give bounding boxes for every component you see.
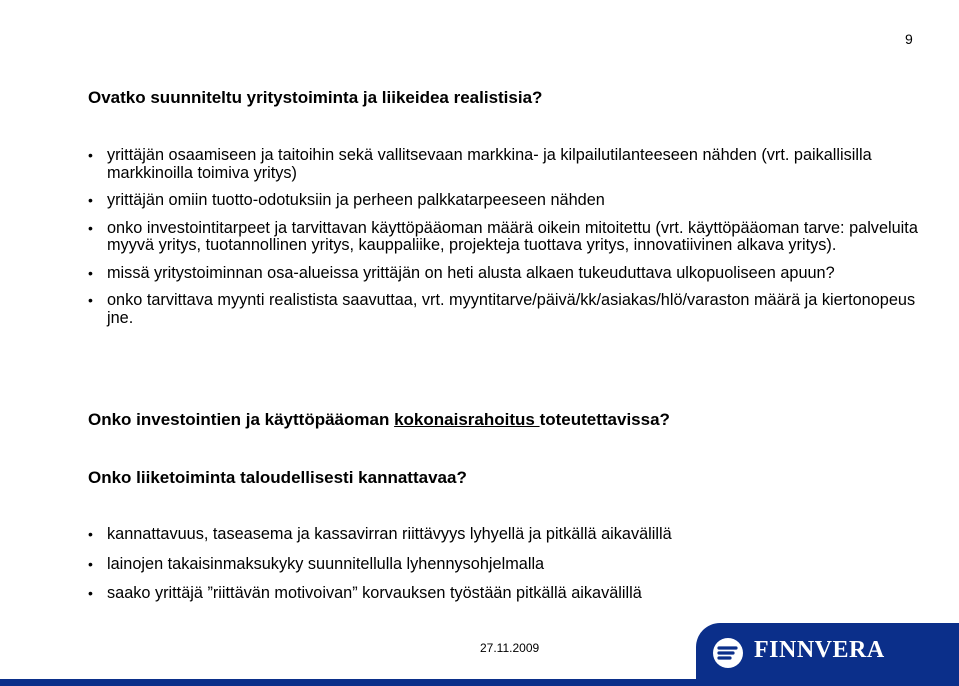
list-item: • onko tarvittava myynti realistista saavuttaa, vrt. myyntitarve/päivä/kk/asiakas/hlö/varaston määrä ja kiertonopeus jne. [88,292,923,327]
footer-band [0,679,959,686]
list-item: • yrittäjän omiin tuotto-odotuksiin ja perheen palkkatarpeeseen nähden [88,192,923,210]
heading-profitability: Onko liiketoiminta taloudellisesti kannattavaa? [88,468,467,487]
page-number: 9 [905,31,913,47]
heading-financing-underlined: kokonaisrahoitus [394,410,540,429]
heading-financing [88,410,670,430]
list-item: • lainojen takaisinmaksukyky suunnitellulla lyhennysohjelmalla [88,556,923,574]
finnvera-logo [696,623,959,681]
finnvera-logo-icon [712,637,744,669]
profitability-bullet-list [88,526,923,615]
heading-financing-start: Onko investointien ja käyttöpääoman [88,410,395,429]
heading-realism: Ovatko suunniteltu yritystoiminta ja liikeidea realistisia? [88,88,543,107]
list-item: • kannattavuus, taseasema ja kassavirran riittävyys lyhyellä ja pitkällä aikavälillä [88,526,923,544]
finnvera-logo-text: FINNVERA [754,637,885,663]
footer-date: 27.11.2009 [480,641,540,655]
list-item: • saako yrittäjä ”riittävän motivoivan” korvauksen työstään pitkällä aikavälillä [88,585,923,603]
list-item: • yrittäjän osaamiseen ja taitoihin sekä vallitsevaan markkina- ja kilpailutilanteeseen nähden (vrt. paikallisilla markkinoilla toimiva yritys) [88,147,923,182]
list-item: • onko investointitarpeet ja tarvittavan käyttöpääoman määrä oikein mitoitettu (vrt. käyttöpääoman tarve: palveluita myyvä yritys, tuotannollinen yritys, kauppaliike, projekteja tuottava yritys, innovatiivinen alkava yritys). [88,220,923,255]
realism-bullet-list [88,147,923,337]
list-item: • missä yritystoiminnan osa-alueissa yrittäjän on heti alusta alkaen tukeuduttava ulkopuoliseen apuun? [88,265,923,283]
heading-financing-end: toteutettavissa? [539,410,670,429]
